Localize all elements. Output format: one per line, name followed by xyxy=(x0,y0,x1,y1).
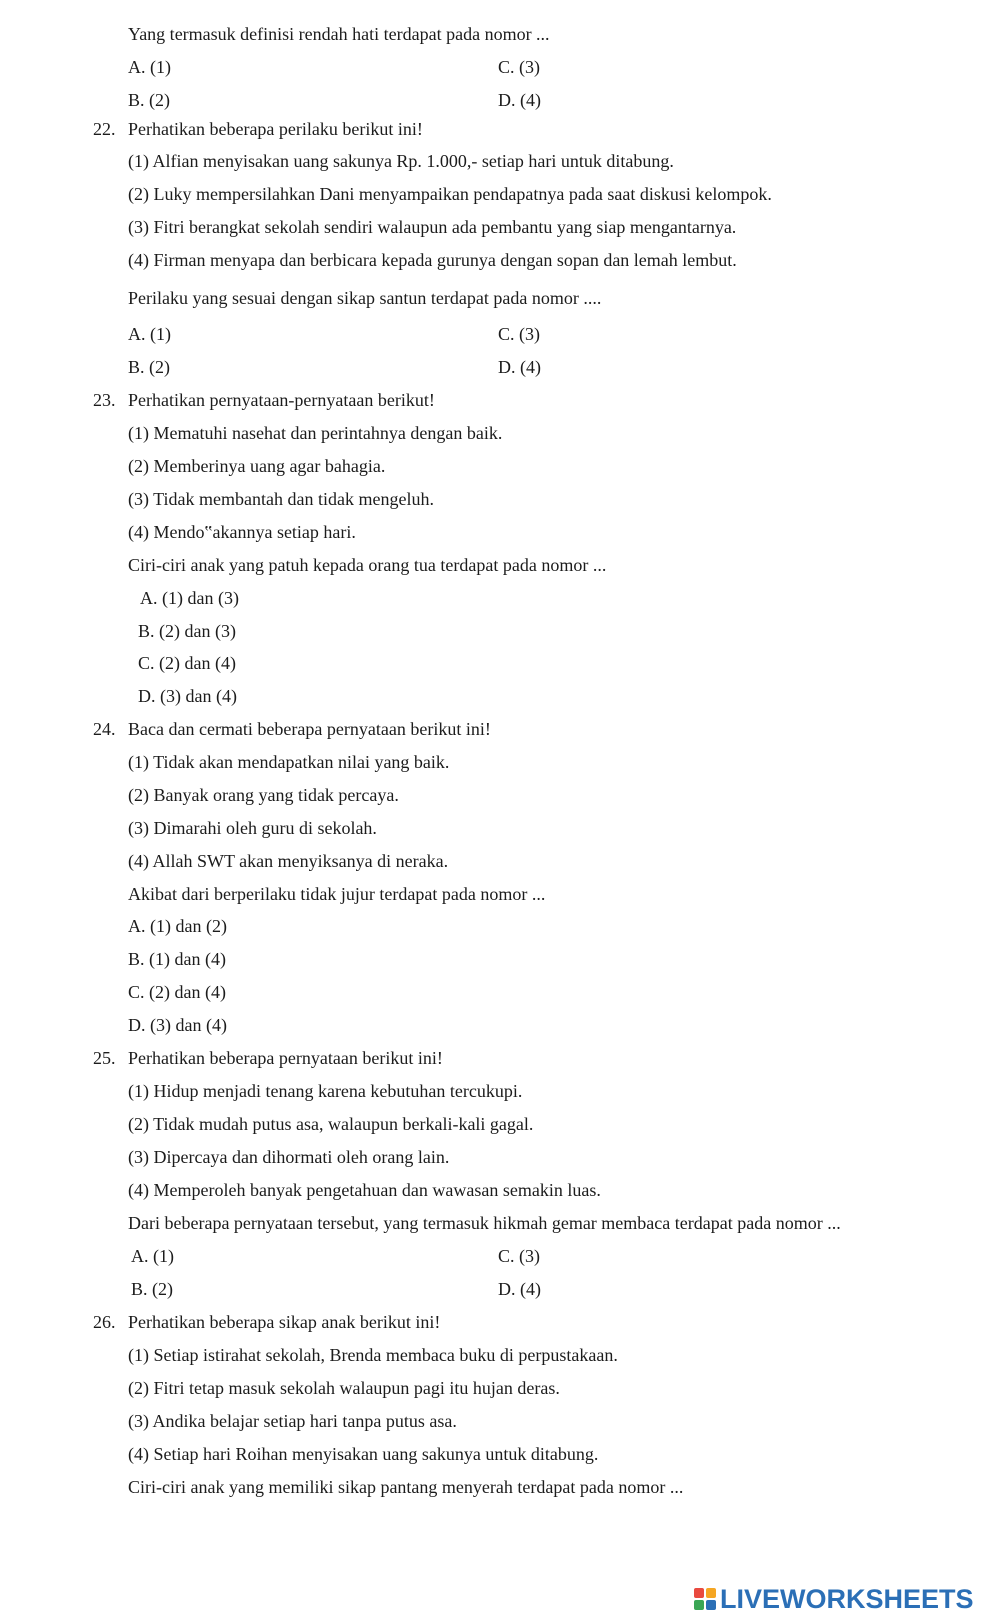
question-24-item-2: (2) Banyak orang yang tidak percaya. xyxy=(128,785,399,805)
question-26-number: 26. xyxy=(93,1312,116,1332)
intro-question-stem: Yang termasuk definisi rendah hati terdapat pada nomor ... xyxy=(128,24,550,44)
question-23-item-2: (2) Memberinya uang agar bahagia. xyxy=(128,456,386,476)
intro-option-b: B. (2) xyxy=(128,90,170,110)
logo-square-red xyxy=(694,1588,704,1598)
question-22-option-c: C. (3) xyxy=(498,324,540,344)
liveworksheets-logo-icon xyxy=(694,1588,716,1610)
question-25-item-2: (2) Tidak mudah putus asa, walaupun berkali-kali gagal. xyxy=(128,1114,534,1134)
question-25-item-1: (1) Hidup menjadi tenang karena kebutuhan tercukupi. xyxy=(128,1081,523,1101)
logo-square-green xyxy=(694,1600,704,1610)
logo-square-blue xyxy=(706,1600,716,1610)
question-25-item-3: (3) Dipercaya dan dihormati oleh orang lain. xyxy=(128,1147,450,1167)
question-23-item-3: (3) Tidak membantah dan tidak mengeluh. xyxy=(128,489,434,509)
question-25-option-c: C. (3) xyxy=(498,1246,540,1266)
question-24-item-4: (4) Allah SWT akan menyiksanya di neraka. xyxy=(128,851,449,871)
question-22-stem: Perilaku yang sesuai dengan sikap santun terdapat pada nomor .... xyxy=(128,288,602,308)
liveworksheets-logo xyxy=(694,1584,974,1614)
question-25-prompt: Perhatikan beberapa pernyataan berikut ini! xyxy=(128,1048,443,1068)
question-26-item-3: (3) Andika belajar setiap hari tanpa putus asa. xyxy=(128,1411,457,1431)
question-23-prompt: Perhatikan pernyataan-pernyataan berikut! xyxy=(128,390,435,410)
question-24-stem: Akibat dari berperilaku tidak jujur terdapat pada nomor ... xyxy=(128,884,546,904)
question-25-stem: Dari beberapa pernyataan tersebut, yang termasuk hikmah gemar membaca terdapat pada nomor ... xyxy=(128,1213,841,1233)
question-26-prompt: Perhatikan beberapa sikap anak berikut ini! xyxy=(128,1312,441,1332)
question-23-option-d: D. (3) dan (4) xyxy=(138,686,237,706)
question-22-number: 22. xyxy=(93,119,116,139)
question-22-item-2: (2) Luky mempersilahkan Dani menyampaikan pendapatnya pada saat diskusi kelompok. xyxy=(128,184,772,204)
question-23-number: 23. xyxy=(93,390,116,410)
intro-option-c: C. (3) xyxy=(498,57,540,77)
question-25-option-d: D. (4) xyxy=(498,1279,541,1299)
question-23-option-b: B. (2) dan (3) xyxy=(138,621,236,641)
question-22-option-b: B. (2) xyxy=(128,357,170,377)
intro-option-a: A. (1) xyxy=(128,57,171,77)
question-24-option-c: C. (2) dan (4) xyxy=(128,982,226,1002)
question-23-item-1: (1) Mematuhi nasehat dan perintahnya dengan baik. xyxy=(128,423,503,443)
intro-option-d: D. (4) xyxy=(498,90,541,110)
question-24-item-1: (1) Tidak akan mendapatkan nilai yang baik. xyxy=(128,752,450,772)
question-25-option-a: A. (1) xyxy=(131,1246,174,1266)
question-24-option-b: B. (1) dan (4) xyxy=(128,949,226,969)
question-24-item-3: (3) Dimarahi oleh guru di sekolah. xyxy=(128,818,377,838)
question-22-option-d: D. (4) xyxy=(498,357,541,377)
logo-square-orange xyxy=(706,1588,716,1598)
question-26-item-4: (4) Setiap hari Roihan menyisakan uang sakunya untuk ditabung. xyxy=(128,1444,599,1464)
question-22-prompt: Perhatikan beberapa perilaku berikut ini! xyxy=(128,119,423,139)
liveworksheets-wordmark: LIVEWORKSHEETS xyxy=(720,1584,974,1614)
question-22-item-1: (1) Alfian menyisakan uang sakunya Rp. 1.000,- setiap hari untuk ditabung. xyxy=(128,151,674,171)
question-24-number: 24. xyxy=(93,719,116,739)
question-26-item-1: (1) Setiap istirahat sekolah, Brenda membaca buku di perpustakaan. xyxy=(128,1345,618,1365)
question-26-stem: Ciri-ciri anak yang memiliki sikap pantang menyerah terdapat pada nomor ... xyxy=(128,1477,684,1497)
question-25-option-b: B. (2) xyxy=(131,1279,173,1299)
question-23-option-c: C. (2) dan (4) xyxy=(138,653,236,673)
question-25-number: 25. xyxy=(93,1048,116,1068)
question-23-item-4: (4) Mendo‟akannya setiap hari. xyxy=(128,522,356,542)
question-24-option-d: D. (3) dan (4) xyxy=(128,1015,227,1035)
question-22-item-3: (3) Fitri berangkat sekolah sendiri walaupun ada pembantu yang siap mengantarnya. xyxy=(128,217,737,237)
question-22-option-a: A. (1) xyxy=(128,324,171,344)
question-24-prompt: Baca dan cermati beberapa pernyataan berikut ini! xyxy=(128,719,491,739)
question-23-stem: Ciri-ciri anak yang patuh kepada orang tua terdapat pada nomor ... xyxy=(128,555,607,575)
question-24-option-a: A. (1) dan (2) xyxy=(128,916,227,936)
question-25-item-4: (4) Memperoleh banyak pengetahuan dan wawasan semakin luas. xyxy=(128,1180,601,1200)
question-22-item-4: (4) Firman menyapa dan berbicara kepada gurunya dengan sopan dan lemah lembut. xyxy=(128,250,737,270)
question-23-option-a: A. (1) dan (3) xyxy=(140,588,239,608)
question-26-item-2: (2) Fitri tetap masuk sekolah walaupun pagi itu hujan deras. xyxy=(128,1378,560,1398)
